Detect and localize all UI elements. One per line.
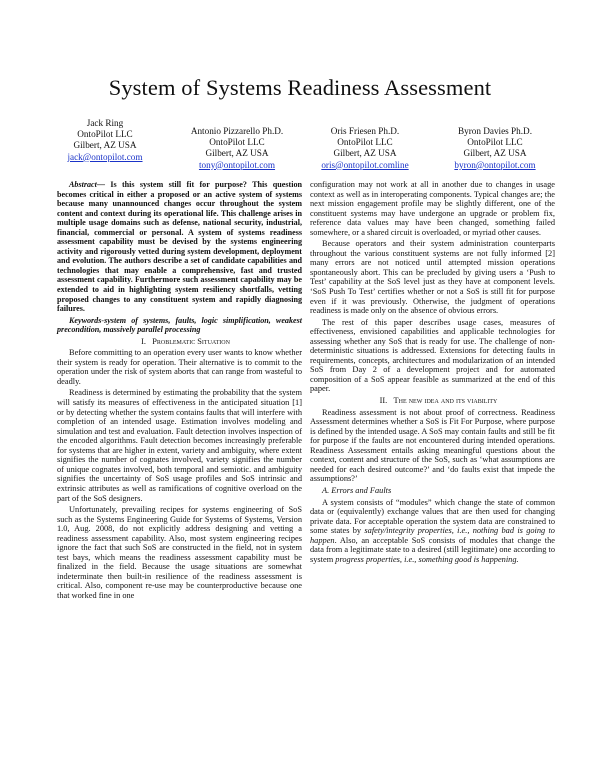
abstract-text: — Is this system still fit for purpose? This question becomes critical in either a proposed or an active system of systems because many unannounced changes occur throughout the system content and context during its operational life. This challenge arises in multiple usage domains such as defense, national security, industrial, financial, commercial or personal. A system of systems readiness assessment capability must be devised by the systems engineering activity and rigorously vetted during system development, deployment and evolution. The authors describe a set of candidate capabilities and technologies that may enable a comprehensive, fast and trusted assessment capability. Furthermore such assessment capability may be extended to aid in highlighting system resiliency shortfalls, vetting proposed changes to any constituent system and rapidly diagnosing failures. — [57, 180, 302, 314]
text-run: . Also, an acceptable SoS consists of modules that change the data from a legitimate state to a desired (still legitimate) one according to system — [310, 535, 555, 564]
text-run-italic: safety/integrity properties, i.e., nothing bad is going to happen — [310, 526, 555, 545]
author-name: Antonio Pizzarello Ph.D. — [190, 126, 284, 136]
section-heading — [57, 337, 302, 347]
author-location: Gilbert, AZ USA — [333, 148, 397, 159]
author-org: OntoPilot LLC — [77, 129, 133, 140]
author-email-link[interactable]: oris@ontopilot.comline — [321, 159, 409, 170]
author-email-link[interactable]: tony@ontopilot.com — [198, 159, 276, 170]
author-block — [435, 126, 555, 171]
body-paragraph: Unfortunately, prevailing recipes for systems engineering of SoS such as the Systems Engineering Guide for Systems of Systems, Version 1.0, Aug. 2008, do not explicitly address designing and vetting a readiness assessment capability. Also, most system engineering recipes ignore the fact that such SoS are constructed in the field, not in system test bays, which means the readiness assessment capability must be finalized in the field. Because the usage situations are somewhat indeterminate then built-in resilience of the readiness assessment is critical. Also, component re-use may be counterproductive because one that worked fine in one — [57, 505, 302, 600]
body-paragraph: configuration may not work at all in another due to changes in usage context as well as in interoperating components. Typical changes are; the next mission engagement profile may be slightly different, one of the constituent systems may have undergone an upgrade or problem fix, reference data values may have been changed, something failed somewhere, or a shared circuit is overloaded, or myriad other causes. — [310, 180, 555, 237]
text-run-italic: progress properties, i.e., something good is happening. — [335, 554, 519, 564]
body-paragraph: Because operators and their system administration counterparts throughout the various constituent systems are not fully informed [2] many errors are not noticed until attempted mission operations spontaneously abort. This can be precluded by giving users a ‘Push to Test’ capability at the SoS level just as they have at component levels. ‘SoS Push To Test’ certifies whether or not a SoS is still fit for purpose even if it was previously. Otherwise, the judgment of operations readiness is made only on the absence of obvious errors. — [310, 239, 555, 316]
left-column — [57, 180, 302, 603]
author-name: Oris Friesen Ph.D. — [330, 126, 400, 136]
body-paragraph — [310, 498, 555, 565]
section-title: Problematic Situation — [152, 336, 230, 346]
abstract — [57, 180, 302, 314]
author-org: OntoPilot LLC — [209, 137, 265, 148]
body-paragraph: Before committing to an operation every user wants to know whether their system is ready for operation. Their alternative is to commit to the operation under the risk of system aborts that can range from wasteful to deadly. — [57, 348, 302, 386]
author-email-link[interactable]: byron@ontopilot.com — [454, 159, 536, 170]
author-location: Gilbert, AZ USA — [205, 148, 269, 159]
section-number: II. — [379, 396, 388, 406]
keywords: Keywords-system of systems, faults, logic simplification, weakest precondition, massively parallel processing — [57, 315, 302, 335]
right-column — [310, 180, 555, 566]
author-block — [55, 118, 155, 163]
subsection-heading: A. Errors and Faults — [322, 485, 392, 495]
abstract-lead: Abstract — [69, 180, 97, 189]
author-name: Byron Davies Ph.D. — [457, 126, 532, 136]
section-title: The new idea and its viability — [393, 396, 498, 406]
paper-title: System of Systems Readiness Assessment — [108, 75, 492, 100]
author-email-link[interactable]: jack@ontopilot.com — [67, 151, 143, 162]
author-org: OntoPilot LLC — [467, 137, 523, 148]
author-block — [305, 126, 425, 171]
body-paragraph: Readiness assessment is not about proof of correctness. Readiness Assessment determines whether a SoS is Fit For Purpose, where purpose is defined by the intended usage. A SoS may contain faults and still be fit for purpose if the faults are not encountered during intended operations. Readiness Assessment entails asking meaningful questions about the context, content and structure of the SoS, such as ‘what assumptions are needed for each desired outcome?’ and ‘do faults exist that impede the assumptions?’ — [310, 407, 555, 484]
body-paragraph: The rest of this paper describes usage cases, measures of effectiveness, envisioned capabilities and applicable technologies for assessing whether any SoS that is ready for use. The challenge of non-deterministic situations is addressed. Extensions for detecting faults in requirements, concepts, architectures and modularization of an intended SoS from Day 2 of a development project and for automated composition of a SoS appear feasible as summarized at the end of this paper. — [310, 317, 555, 394]
text-run: A system consists of “modules” which change the state of common data or (equivalently) exchange values that are then used for changing private data. For acceptable operation the system data are constrained to some states by — [310, 497, 555, 536]
section-heading — [310, 396, 555, 406]
author-location: Gilbert, AZ USA — [73, 140, 137, 151]
author-org: OntoPilot LLC — [337, 137, 393, 148]
author-location: Gilbert, AZ USA — [463, 148, 527, 159]
author-name: Jack Ring — [86, 118, 124, 128]
body-paragraph: Readiness is determined by estimating the probability that the system will satisfy its measures of effectiveness in the anticipated situation [1] or by detecting whether the system contains faults that will interfere with completion of an intended usage. Estimation involves modeling and simulation and test and evaluation. Fault detection involves inspection of the encoded algorithms. Fault detection becomes increasingly preferable for systems that are higher in extent, variety and ambiguity, where extent signifies the number of cognates involved, variety signifies the number of unique cognates involved, both temporal and semiotic. and ambiguity signifies the uncertainty of SoS usage profiles and SoS intrinsic and extrinsic attributes as well as ramifications of cognitive overload on the part of the SoS designers. — [57, 388, 302, 503]
author-block — [177, 126, 297, 171]
section-number: I. — [141, 336, 146, 346]
